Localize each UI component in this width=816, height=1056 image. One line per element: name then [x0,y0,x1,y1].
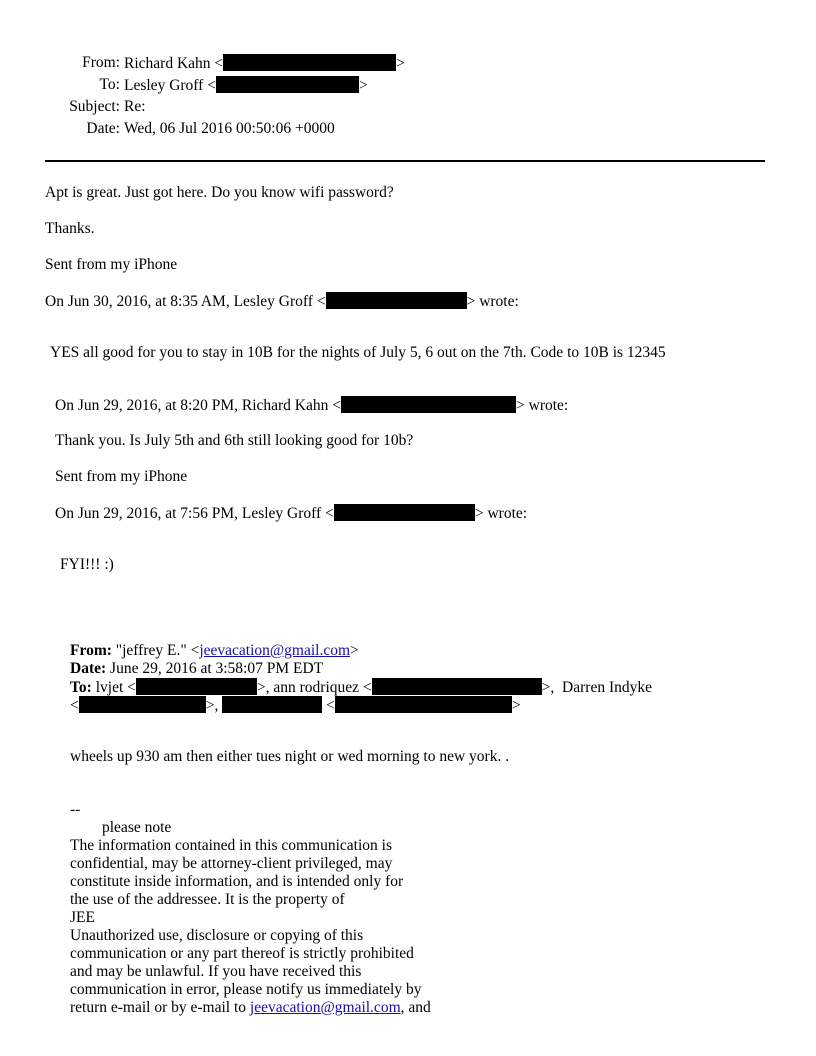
quote-header-1: On Jun 30, 2016, at 8:35 AM, Lesley Groff < > wrote: [45,293,519,310]
disclaimer-line: The information contained in this communication is [70,837,392,854]
fwd-to-label: To: [70,679,92,696]
fwd-from-name: "jeffrey E." [115,642,187,659]
fwd-date-line [70,660,323,678]
header-to-value: Lesley Groff < > [124,77,368,94]
disclaimer-line: confidential, may be attorney-client privileged, may [70,855,393,872]
quote-header-2-text: On Jun 29, 2016, at 8:20 PM, Richard Kahn [55,397,329,414]
body-thank-you: Thank you. Is July 5th and 6th still looking good for 10b? [55,432,414,449]
redaction-block [326,292,467,309]
fwd-date-value: June 29, 2016 at 3:58:07 PM EDT [110,660,324,677]
header-to-name: Lesley Groff [124,77,204,94]
fwd-from-label: From: [70,642,112,659]
header-to-label: To: [99,76,120,93]
quote-header-2: On Jun 29, 2016, at 8:20 PM, Richard Kahn < > wrote: [55,397,569,414]
disclaimer-last-line [70,999,431,1017]
fwd-from-line: From: "jeffrey E." <jeevacation@gmail.com> [70,642,359,659]
fwd-to-2: ann rodriquez [273,679,360,696]
redaction-block [334,504,475,521]
fwd-to-3: Darren Indyke [562,679,652,696]
disclaimer-line: communication in error, please notify us immediately by [70,981,422,998]
disclaimer-line: the use of the addressee. It is the property of [70,891,345,908]
header-date-value: Wed, 06 Jul 2016 00:50:06 +0000 [124,120,335,137]
header-subject-label: Subject: [69,98,120,115]
quote-header-2-wrote: wrote: [528,397,569,414]
disclaimer-line: Unauthorized use, disclosure or copying of this [70,927,364,944]
fwd-from-email-link[interactable]: jeevacation@gmail.com [199,642,351,659]
fwd-date-label: Date: [70,660,107,677]
body-yes-line: YES all good for you to stay in 10B for the nights of July 5, 6 out on the 7th. Code to 10B is 12345 [50,344,666,361]
quote-header-3-wrote: wrote: [487,505,528,522]
redaction-block [335,696,512,713]
disclaimer-line: JEE [70,909,95,926]
quote-header-3: On Jun 29, 2016, at 7:56 PM, Lesley Groff < > wrote: [55,505,528,522]
sig-dashes: -- [70,801,81,818]
disclaimer-line: communication or any part thereof is strictly prohibited [70,945,414,962]
disclaimer-block [70,801,431,1017]
fwd-to-line-2: < >, < > [70,697,521,714]
fwd-message: wheels up 930 am then either tues night or wed morning to new york. . [70,748,510,765]
header-from-name: Richard Kahn [124,55,211,72]
redaction-block [136,678,257,695]
quote-header-1-wrote: wrote: [479,293,519,310]
fwd-to-1: lvjet [95,679,124,696]
disclaimer-last-suffix: , and [400,999,431,1016]
body-thanks: Thanks. [45,220,95,237]
disclaimer-email-link[interactable]: jeevacation@gmail.com [249,999,401,1016]
header-date-label: Date: [86,120,120,137]
disclaimer-line: and may be unlawful. If you have received this [70,963,362,980]
redaction-block [216,76,359,93]
redaction-block [222,696,322,713]
redaction-block [341,396,516,413]
header-from-label: From: [82,54,120,71]
header-subject-value: Re: [124,98,146,115]
body-fyi: FYI!!! :) [60,556,114,573]
body-line-1: Apt is great. Just got here. Do you know wifi password? [45,184,394,201]
header-divider [45,160,765,162]
redaction-block [223,54,396,71]
disclaimer-line: constitute inside information, and is intended only for [70,873,404,890]
please-note: please note [102,819,172,836]
body-sent-from-iphone-1: Sent from my iPhone [45,256,178,273]
body-sent-from-iphone-2: Sent from my iPhone [55,468,188,485]
redaction-block [79,696,206,713]
quote-header-1-text: On Jun 30, 2016, at 8:35 AM, Lesley Groff [45,293,313,310]
disclaimer-last-prefix: return e-mail or by e-mail to [70,999,247,1016]
redaction-block [372,678,542,695]
header-from-value: Richard Kahn < > [124,55,405,72]
quote-header-3-text: On Jun 29, 2016, at 7:56 PM, Lesley Groff [55,505,322,522]
fwd-to-line: To: lvjet < >, ann rodriquez < >, Darren Indyke [70,679,652,696]
